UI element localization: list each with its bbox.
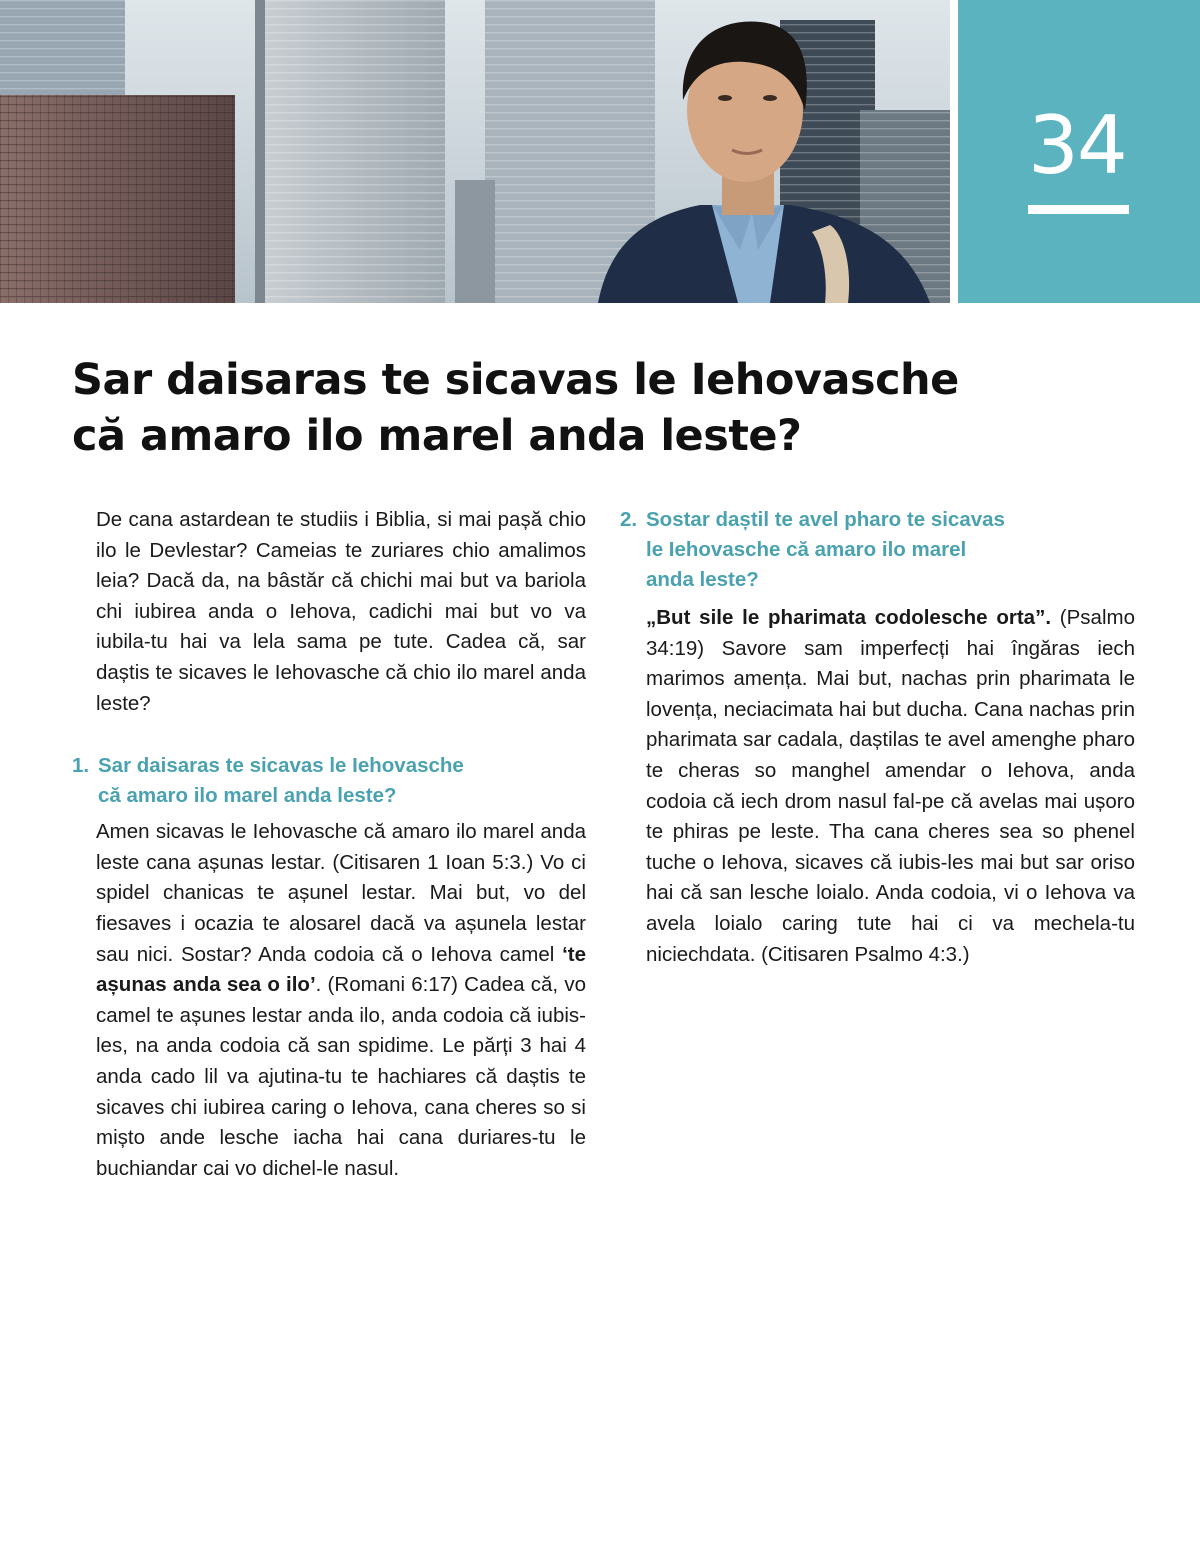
- section-2-question-line-3: anda leste?: [646, 568, 759, 591]
- lesson-number-underline: [1028, 205, 1129, 214]
- section-1-body-emphasis: ‘te așunas anda sea o ilo’: [96, 942, 586, 997]
- section-2-question-line-1: Sostar daștil te avel pharo te sicavas: [646, 508, 1005, 531]
- section-1-question: [72, 751, 586, 811]
- page-title: [72, 352, 1132, 464]
- section-2-body: [620, 603, 1135, 970]
- section-2-body-text: (Psalmo 34:19) Savore sam imperfecți hai îngăras iech marimos amența. Mai but, nachas prin pharimata le lovența, neciacimata hai but ducha. Cana nachas prin pharimata sar cadala, daștilas te avel amenghe pharo te cheras so manghel amendar o Iehova, anda codoia că iech drom nasul fal-pe că avelas mai ușoro te phiras pe leste. Tha cana cheres sea so phenel tuche o Iehova, sicaves că iubis-les mai but sar oriso hai că san lesche loialo. Anda codoia, vi o Iehova va avela loialo caring tute hai ci va mechela-tu niciechdata. (Citisaren Psalmo 4:3.): [646, 606, 1135, 966]
- section-2-question-line-2: le Iehovasche că amaro ilo marel: [646, 538, 967, 561]
- section-1-question-text: [98, 751, 586, 811]
- section-2-question-text: [646, 505, 1135, 595]
- lesson-number-box: [958, 0, 1200, 303]
- section-1-body-end: . (Romani 6:17) Cadea că, vo camel te așunes lestar anda ilo, anda codoia că iubis-les, na anda codoia că san spidime. Le părți 3 hai 4 anda cado lil va ajutina-tu te hachiares că daștis te sicaves chi iubirea caring o Iehova, cana cheres so si mișto ande lesche iacha hai cana duriares-tu le buchiandar cai vo dichel-le nasul.: [96, 973, 586, 1180]
- left-column: [72, 505, 586, 1184]
- intro-paragraph: De cana astardean te studiis i Biblia, si mai pașă chio ilo le Devlestar? Cameias te zuriares chio amalimos leia? Dacă da, na bâstăr că chichi mai but va bariola chi iubirea anda o Iehova, cadichi mai but vo va iubila-tu hai va lela sama pe tute. Cadea că, sar daștis te sicaves le Iehovasche că chio ilo marel anda leste?: [96, 508, 586, 715]
- right-column: [620, 505, 1135, 970]
- section-1-body: [96, 817, 586, 1184]
- section-1-number: 1.: [72, 754, 90, 778]
- section-2-question: [620, 505, 1135, 595]
- title-line-2: că amaro ilo marel anda leste?: [72, 411, 802, 461]
- title-line-1: Sar daisaras te sicavas le Iehovasche: [72, 355, 959, 405]
- section-2-number: 2.: [620, 508, 638, 531]
- hero-photo: [0, 0, 950, 303]
- section-2-body-emphasis: „But sile le pharimata codolesche orta”.: [646, 606, 1052, 629]
- section-1-body-start: Amen sicavas le Iehovasche că amaro ilo marel anda leste cana așunas lestar. (Citisaren 1 Ioan 5:3.) Vo ci spidel chanicas te așunel lestar. Mai but, vo del fiesaves i ocazia te alosarel dacă va așunela lestar sau nici. Sostar? Anda codoia că o Iehova camel: [96, 820, 586, 966]
- section-1-question-line-2: că amaro ilo marel anda leste?: [98, 784, 397, 808]
- city-skyline-illustration: [0, 0, 950, 303]
- section-1-question-line-1: Sar daisaras te sicavas le Iehovasche: [98, 754, 464, 778]
- lesson-number: 34: [1028, 99, 1126, 192]
